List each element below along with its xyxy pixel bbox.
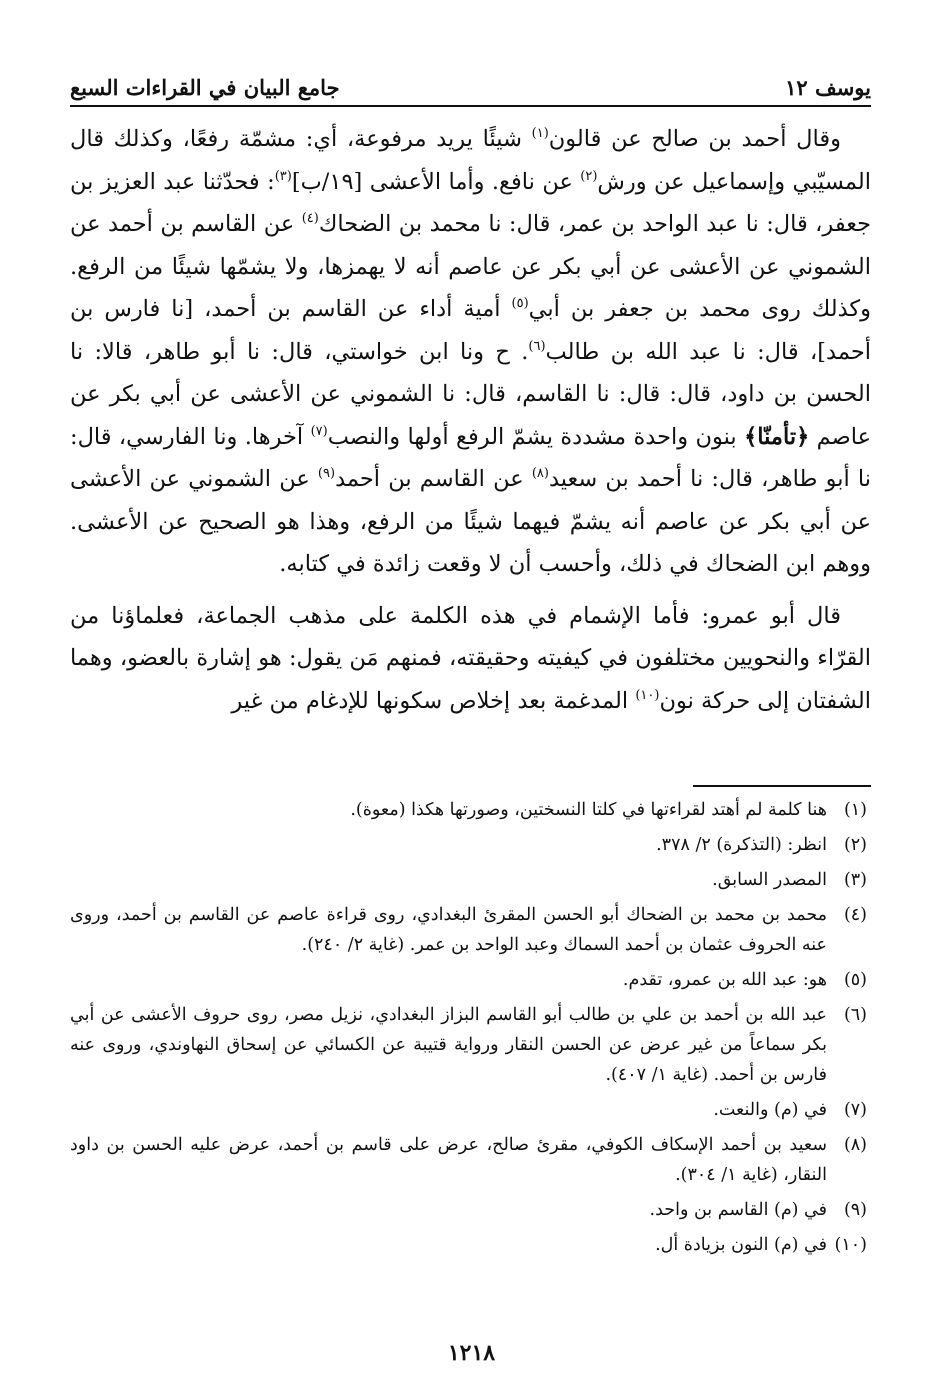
footnote-text: هو: عبد الله بن عمرو، تقدم. [622,970,827,990]
text-run: بنون واحدة مشددة يشمّ الرفع أولها والنصب [327,423,745,450]
footnote [70,965,867,995]
text-run: آخرها. ونا الفارسي، قال: نا أبو طاهر، قال: نا أحمد بن سعيد [70,423,871,492]
footnote-number: (٨) [843,1135,867,1155]
footnote-text: في (م) النون بزيادة أل. [655,1235,827,1255]
footnote [70,1000,867,1090]
header-book-title: جامع البيان في القراءات السبع [70,75,340,100]
quran-word: ﴿تأمنّا﴾ [744,423,810,450]
text-run: وقال أحمد بن صالح عن قالون [548,126,841,152]
header-surah: يوسف ١٢ [785,75,871,100]
footnote [70,1230,867,1260]
footnote [70,795,867,825]
footnote-number: (١٠) [834,1235,867,1255]
footnote-number: (٢) [843,835,867,855]
footnote-ref: (٥) [511,296,529,311]
footnote [70,1130,867,1190]
footnote-number: (٧) [843,1100,867,1120]
header-rule [70,105,871,107]
text-run: عن القاسم بن أحمد [335,466,532,492]
footnote [70,865,867,895]
footnote-number: (٦) [843,1005,867,1025]
footnote-ref: (٤) [301,211,319,226]
footnote-ref: (٢) [580,168,598,184]
footnotes [70,795,867,1265]
text-run: المدغمة بعد إخلاص سكونها للإدغام من غير [231,687,636,714]
text-run: أمية أداء عن القاسم بن أحمد، [نا فارس بن أحمد]، قال: نا عبد الله بن طالب [70,296,871,365]
footnote-ref: (٩) [317,466,336,481]
text-run: . ح ونا ابن خواستي، قال: نا أبو طاهر، قالا: نا الحسن بن داود، قال: قال: نا القاسم، قال: نا الشموني عن الأعشى عن أبي بكر عن عاصم [70,338,872,450]
footnote-number: (٤) [843,905,867,925]
footnote-ref: (٦) [528,338,546,354]
paragraph-1 [70,118,871,586]
text-run: : فحدّثنا عبد العزيز بن جعفر، قال: نا عبد الواحد بن عمر، قال: نا محمد بن الضحاك [70,168,871,237]
footnote [70,1195,867,1225]
footnote [70,830,867,860]
text-run: قال أبو عمرو: فأما الإشمام في هذه الكلمة على مذهب الجماعة، فعلماؤنا من القرّاء والنحويين مختلفون في كيفيته وحقيقته، فمنهم مَن يقول: هو إشارة بالعضو، وهما الشفتان إلى حركة نون [70,602,871,714]
paragraph-2 [70,595,871,723]
footnote-text: هنا كلمة لم أهتد لقراءتها في كلتا النسختين، وصورتها هكذا (معوة). [350,800,827,820]
footnote-text: المصدر السابق. [712,870,827,890]
text-run: عن الشموني عن الأعشى عن أبي بكر عن عاصم أنه يشمّ فيهما شيئًا من الرفع، وهذا هو الصحيح عن الأعشى. ووهم ابن الضحاك في ذلك، وأحسب أن لا وقعت زائدة في كتابه. [70,466,871,577]
text-run: عن نافع. وأما الأعشى [١٩/ب] [291,168,581,195]
footnote-number: (٩) [843,1200,867,1220]
footnote [70,1095,867,1125]
footnote-number: (٣) [843,870,867,890]
footnote-ref: (١٠) [635,687,660,703]
footnote [70,900,867,960]
footnote-number: (١) [843,800,867,820]
footnote-text: سعيد بن أحمد الإسكاف الكوفي، مقرئ صالح، عرض على قاسم بن أحمد، عرض عليه الحسن بن داود النقار، (غاية ١/ ٣٠٤). [70,1135,827,1185]
text-run: شيئًا يريد مرفوعة، أي: مشمّة رفعًا، وكذلك قال المسيّبي وإسماعيل عن ورش [70,126,872,195]
footnote-ref: (٧) [310,423,328,439]
page-number: ١٢١٨ [447,1340,496,1366]
text-run: عن القاسم بن أحمد عن الشموني عن الأعشى عن أبي بكر عن عاصم أنه لا يهمزها، ولا يشمّها شيئًا من الرفع. وكذلك روى محمد بن جعفر بن أبي [70,211,871,322]
footnote-text: عبد الله بن أحمد بن علي بن طالب أبو القاسم البزاز البغدادي، نزيل مصر، روى حروف الأعشى عن أبي بكر سماعاً من غير عرض عن الحسن النقار ورواية قتيبة عن الكسائي عن إسحاق النهاوندي، وروى عنه فارس بن أحمد. (غاية ١/ ٤٠٧). [70,1005,827,1085]
footnote-ref: (٨) [531,466,549,481]
footnote-text: في (م) القاسم بن واحد. [649,1200,827,1220]
footnote-ref: (١) [531,126,549,141]
main-text [70,118,871,722]
running-header [70,66,871,100]
footnote-text: في (م) والنعت. [713,1100,827,1120]
footnote-rule [693,785,871,787]
footnote-text: انظر: (التذكرة) ٢/ ٣٧٨. [656,835,827,855]
footnote-text: محمد بن محمد بن الضحاك أبو الحسن المقرئ البغدادي، روى قراءة عاصم عن القاسم بن أحمد، وروى عنه الحروف عثمان بن أحمد السماك وعبد الواحد بن عمر. (غاية ٢/ ٢٤٠). [70,905,827,955]
footnote-ref: (٣) [274,168,292,184]
footnote-number: (٥) [843,970,867,990]
